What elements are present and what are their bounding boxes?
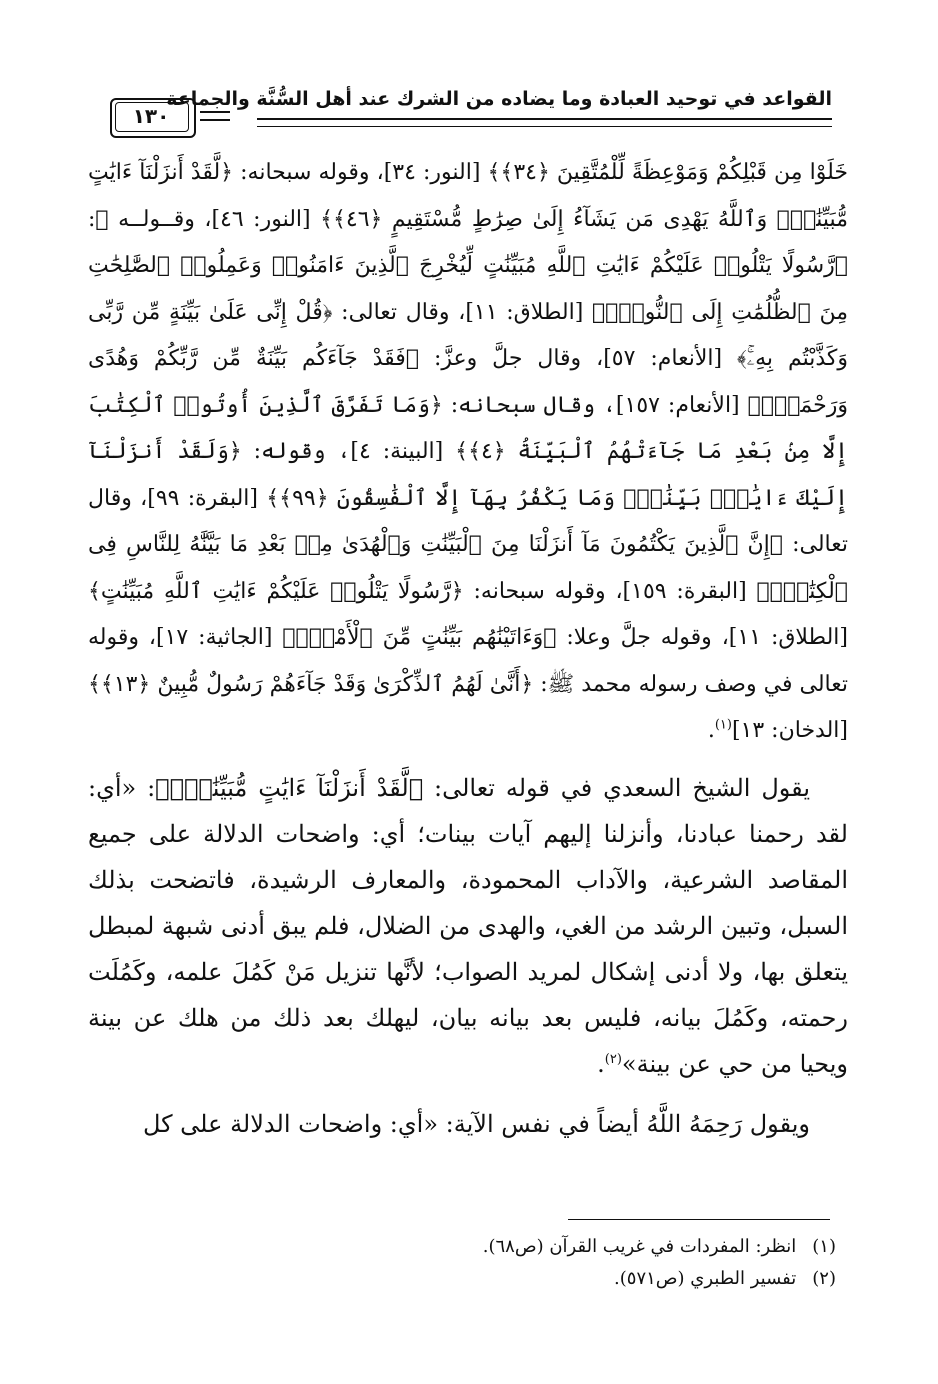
header-rule [257, 118, 832, 127]
page-number: ١٣٠ [132, 104, 170, 128]
running-title: القواعد في توحيد العبادة وما يضاده من الشرك عند أهل السُّنَّة والجماعة [166, 88, 832, 110]
paragraph-saadi [88, 765, 848, 1087]
footnote-ref-2: (٢) [604, 1051, 622, 1067]
footnote-text: تفسير الطبري (ص٥٧١). [614, 1268, 797, 1289]
paragraph-continuation: ويقول رَحِمَهُ اللَّهُ أيضاً في نفس الآية: «أي: واضحات الدلالة على كل [142, 1109, 810, 1138]
footnote-separator [568, 1219, 830, 1220]
saadi-end: . [597, 1049, 605, 1078]
paragraph-verses [88, 150, 848, 755]
footnote-1 [200, 1232, 836, 1262]
footnote-number: (١) [812, 1236, 836, 1257]
page-header [92, 78, 832, 138]
frame-dash-top [200, 111, 230, 113]
footnote-ref-1: (١) [714, 717, 732, 733]
footnote-2 [200, 1264, 836, 1294]
page-body [88, 150, 848, 1147]
frame-dash-bottom [200, 119, 230, 121]
verses-end: . [707, 718, 715, 743]
footnote-number: (٢) [812, 1268, 836, 1289]
footnote-text: انظر: المفردات في غريب القرآن (ص٦٨). [482, 1236, 797, 1257]
page-number-frame [100, 98, 256, 138]
saadi-text: يقول الشيخ السعدي في قوله تعالى: ﴿لَّقَدْ أَنزَلْنَآ ءَايَٰتٍ مُّبَيِّنَٰتٍۚ﴾: «أي: لقد رحمنا عبادنا، وأنزلنا إليهم آيات بينات؛ أي: واضحات الدلالة على جميع المقاصد الشرعية، والآداب المحمودة، والمعارف الرشيدة، فاتضحت بذلك السبل، وتبين الرشد من الغي، والهدى من الضلال، فلم يبق أدنى شبهة لمبطل يتعلق بها، ولا أدنى إشكال لمريد الصواب؛ لأنَّها تنزيل مَنْ كَمُلَ علمه، وكَمُلَت رحمته، وكَمُلَ بيانه، فليس بعد بيانه بيان، ليهلك بعد ذلك من هلك عن بينة ويحيا من حي عن بينة» [88, 773, 848, 1078]
verses-text: خَلَوْا مِن قَبْلِكُمْ وَمَوْعِظَةً لِّلْمُتَّقِينَ ﴿٣٤﴾﴾ [النور: ٣٤]، وقوله سبحانه: ﴿لَّقَدْ أَنزَلْنَآ ءَايَٰتٍ مُّبَيِّنَٰتٍۚ وَٱللَّهُ يَهْدِى مَن يَشَآءُ إِلَىٰ صِرَٰطٍ مُّسْتَقِيمٍ ﴿٤٦﴾﴾ [النور: ٤٦]، وقــولــه ﷻ: ﴿رَّسُولًا يَتْلُوا۟ عَلَيْكُمْ ءَايَٰتِ ٱللَّهِ مُبَيِّنَٰتٍ لِّيُخْرِجَ ٱلَّذِينَ ءَامَنُوا۟ وَعَمِلُوا۟ ٱلصَّٰلِحَٰتِ مِنَ ٱلظُّلُمَٰتِ إِلَى ٱلنُّورِۚ﴾ [الطلاق: ١١]، وقال تعالى: ﴿قُلْ إِنِّى عَلَىٰ بَيِّنَةٍ مِّن رَّبِّى وَكَذَّبْتُم بِهِۦۚ﴾ [الأنعام: ٥٧]، وقال جلَّ وعزَّ: ﴿فَقَدْ جَآءَكُم بَيِّنَةٌ مِّن رَّبِّكُمْ وَهُدًى وَرَحْمَةٌۚ﴾ [الأنعام: ١٥٧]، وقال سبحانه: ﴿وَمَا تَفَرَّقَ ٱلَّذِينَ أُوتُوا۟ ٱلْكِتَٰبَ إِلَّا مِنۢ بَعْدِ مَا جَآءَتْهُمُ ٱلْبَيِّنَةُ ﴿٤﴾﴾ [البينة: ٤]، وقوله: ﴿وَلَقَدْ أَنزَلْنَآ إِلَيْكَ ءَايَٰتٍۭ بَيِّنَٰتٍۖ وَمَا يَكْفُرُ بِهَآ إِلَّا ٱلْفَٰسِقُونَ ﴿٩٩﴾﴾ [البقرة: ٩٩]، وقال تعالى: ﴿إِنَّ ٱلَّذِينَ يَكْتُمُونَ مَآ أَنزَلْنَا مِنَ ٱلْبَيِّنَٰتِ وَٱلْهُدَىٰ مِنۢ بَعْدِ مَا بَيَّنَّٰهُ لِلنَّاسِ فِى ٱلْكِتَٰبِۙ﴾ [البقرة: ١٥٩]، وقوله سبحانه: ﴿رَّسُولًا يَتْلُوا۟ عَلَيْكُمْ ءَايَٰتِ ٱللَّهِ مُبَيِّنَٰتٍ﴾ [الطلاق: ١١]، وقوله جلَّ وعلا: ﴿وَءَاتَيْنَٰهُم بَيِّنَٰتٍ مِّنَ ٱلْأَمْرِۖ﴾ [الجاثية: ١٧]، وقوله تعالى في وصف رسوله محمد ﷺ: ﴿أَنَّىٰ لَهُمُ ٱلذِّكْرَىٰ وَقَدْ جَآءَهُمْ رَسُولٌ مُّبِينٌ ﴿١٣﴾﴾ [الدخان: ١٣] [88, 160, 849, 743]
